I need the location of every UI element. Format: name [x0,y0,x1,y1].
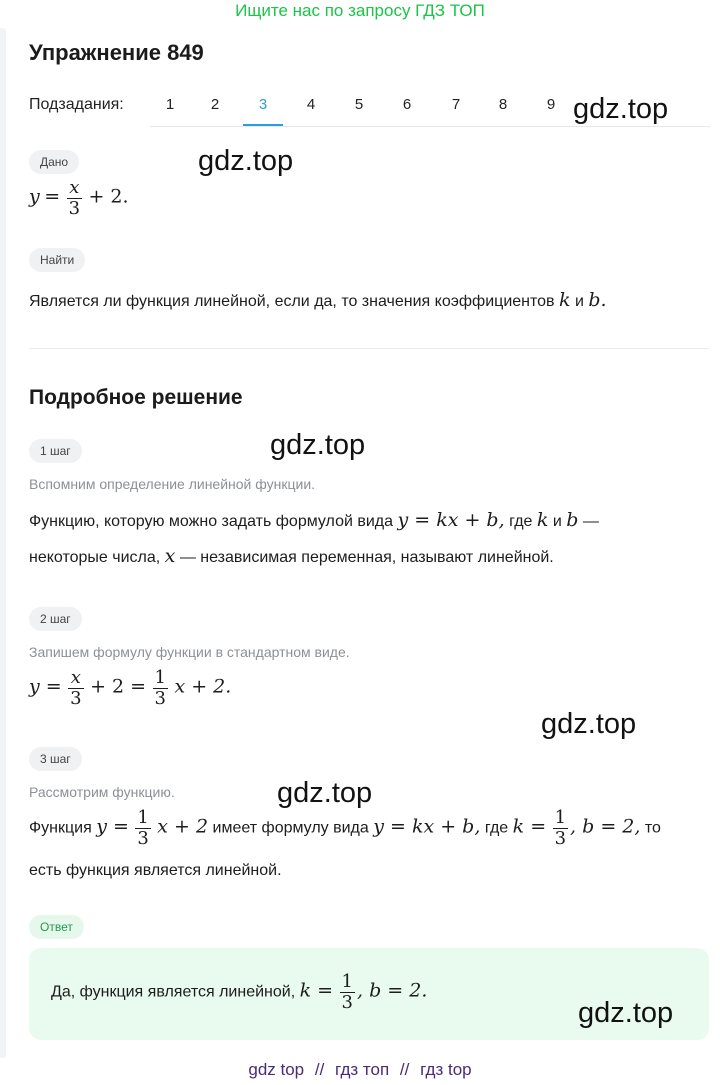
tab-6[interactable]: 6 [402,96,412,113]
find-badge: Найти [29,248,85,272]
tab-1[interactable]: 1 [165,96,175,113]
tab-7[interactable]: 7 [451,96,461,113]
tab-9[interactable]: 9 [546,96,556,113]
given-badge: Дано [29,150,79,174]
footer-separator: // [314,1060,325,1079]
footer-separator: // [399,1060,410,1079]
watermark: gdz.top [198,145,294,177]
section-divider [29,348,709,349]
step1-badge: 1 шаг [29,439,82,463]
tab-5[interactable]: 5 [354,96,364,113]
step3-badge: 3 шаг [29,747,82,771]
footer-link[interactable]: gdz top [248,1060,305,1079]
card-edge [0,28,6,1058]
watermark: gdz.top [541,708,637,740]
tab-4[interactable]: 4 [306,96,316,113]
tab-8[interactable]: 8 [498,96,508,113]
watermark: gdz.top [277,777,373,809]
exercise-title: Упражнение 849 [29,40,204,65]
solution-title: Подробное решение [29,386,243,409]
footer-link[interactable]: гдз top [420,1060,472,1079]
tab-3[interactable]: 3 [258,96,268,113]
footer-link[interactable]: гдз топ [335,1060,390,1079]
active-tab-indicator [243,124,283,126]
step2-formula: y = $\frac{x}{3}$ + 2 = $\frac{1}{3}$ x + 2. [29,667,232,709]
step2-hint: Запишем формулу функции в стандартном виде. [29,644,350,660]
step3-hint: Рассмотрим функцию. [29,784,175,800]
step3-line1: Функция y = $\frac{1}{3}$ x + 2 имеет формулу вида y = kx + b, где k = $\frac{1}{3}$ , b = 2, то [29,807,661,849]
step3-line2: есть функция является линейной. [29,862,282,879]
search-banner: Ищите нас по запросу ГДЗ ТОП [235,1,485,20]
find-text: Является ли функция линейной, если да, то значения коэффициентов k и b. [29,289,607,311]
watermark: gdz.top [578,997,674,1029]
step1-hint: Вспомним определение линейной функции. [29,476,316,492]
answer-badge: Ответ [29,915,84,939]
step2-badge: 2 шаг [29,607,82,631]
watermark: gdz.top [573,93,669,125]
step1-line2: некоторые числа, x — независимая переменная, называют линейной. [29,545,554,567]
footer-links [0,1060,720,1080]
watermark: gdz.top [270,429,366,461]
step1-line1: Функцию, которую можно задать формулой вида y = kx + b, где k и b — [29,509,599,531]
subtasks-label: Подзадания: [29,96,124,113]
given-formula: y = $\frac{x}{3}$ + 2. [29,177,129,219]
tab-2[interactable]: 2 [210,96,220,113]
answer-text: Да, функция является линейной, k = $\frac{1}{3}$ , b = 2. [51,971,428,1013]
